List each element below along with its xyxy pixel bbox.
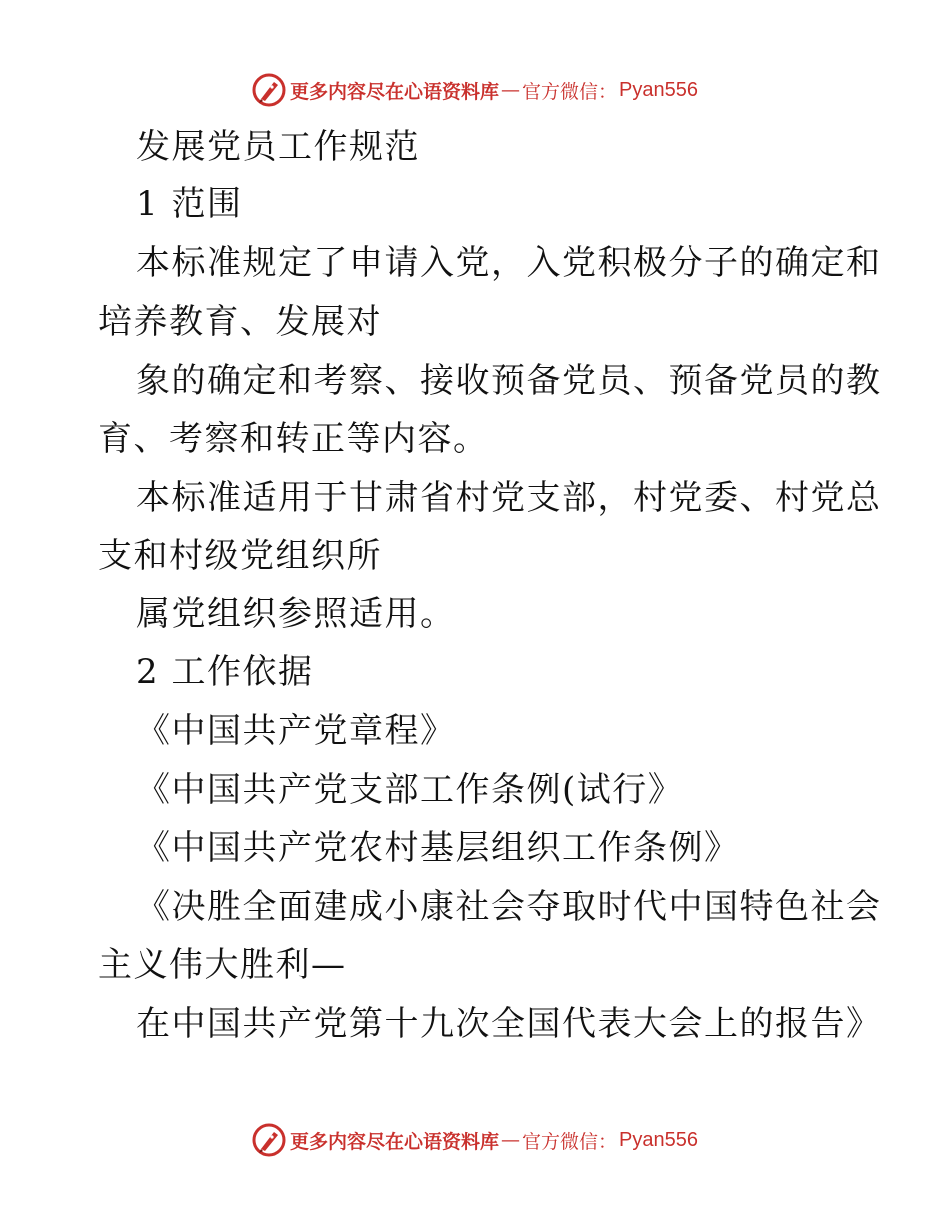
reference-item: 《决胜全面建成小康社会夺取时代中国特色社会 (136, 887, 882, 927)
reference-item-continued: 在中国共产党第十九次全国代表大会上的报告》 (136, 1004, 882, 1044)
paragraph-line: 属党组织参照适用。 (136, 594, 456, 634)
banner-dash: — (501, 1129, 521, 1151)
paragraph-line: 培养教育、发展对 (98, 302, 382, 342)
banner-brand-text: 更多内容尽在心语资料库 (290, 1130, 500, 1153)
header-banner (0, 70, 950, 110)
paragraph-line: 象的确定和考察、接收预备党员、预备党员的教 (136, 361, 882, 401)
section-heading-scope: 1 范围 (136, 184, 243, 224)
paragraph-line: 本标准规定了申请入党，入党积极分子的确定和 (136, 243, 882, 283)
paragraph-line: 本标准适用于甘肃省村党支部，村党委、村党总 (136, 478, 882, 518)
banner-wechat-id: Pyan556 (619, 78, 698, 101)
banner-official-label: 官方微信： (522, 1130, 618, 1153)
banner-wechat-id: Pyan556 (619, 1128, 698, 1151)
pen-circle-logo-icon (252, 1123, 286, 1157)
banner-official-label: 官方微信： (522, 80, 618, 103)
footer-banner (0, 1120, 950, 1160)
doc-title: 发展党员工作规范 (136, 127, 420, 167)
reference-item: 《中国共产党支部工作条例(试行》 (136, 770, 684, 810)
section-heading-basis: 2 工作依据 (136, 652, 314, 692)
reference-item: 《中国共产党章程》 (136, 711, 456, 751)
paragraph-line: 育、考察和转正等内容。 (98, 419, 489, 459)
reference-item-continued: 主义伟大胜利— (98, 945, 347, 985)
paragraph-line: 支和村级党组织所 (98, 536, 382, 576)
banner-brand-text: 更多内容尽在心语资料库 (290, 80, 500, 103)
reference-item: 《中国共产党农村基层组织工作条例》 (136, 828, 740, 868)
banner-dash: — (501, 79, 521, 101)
pen-circle-logo-icon (252, 73, 286, 107)
